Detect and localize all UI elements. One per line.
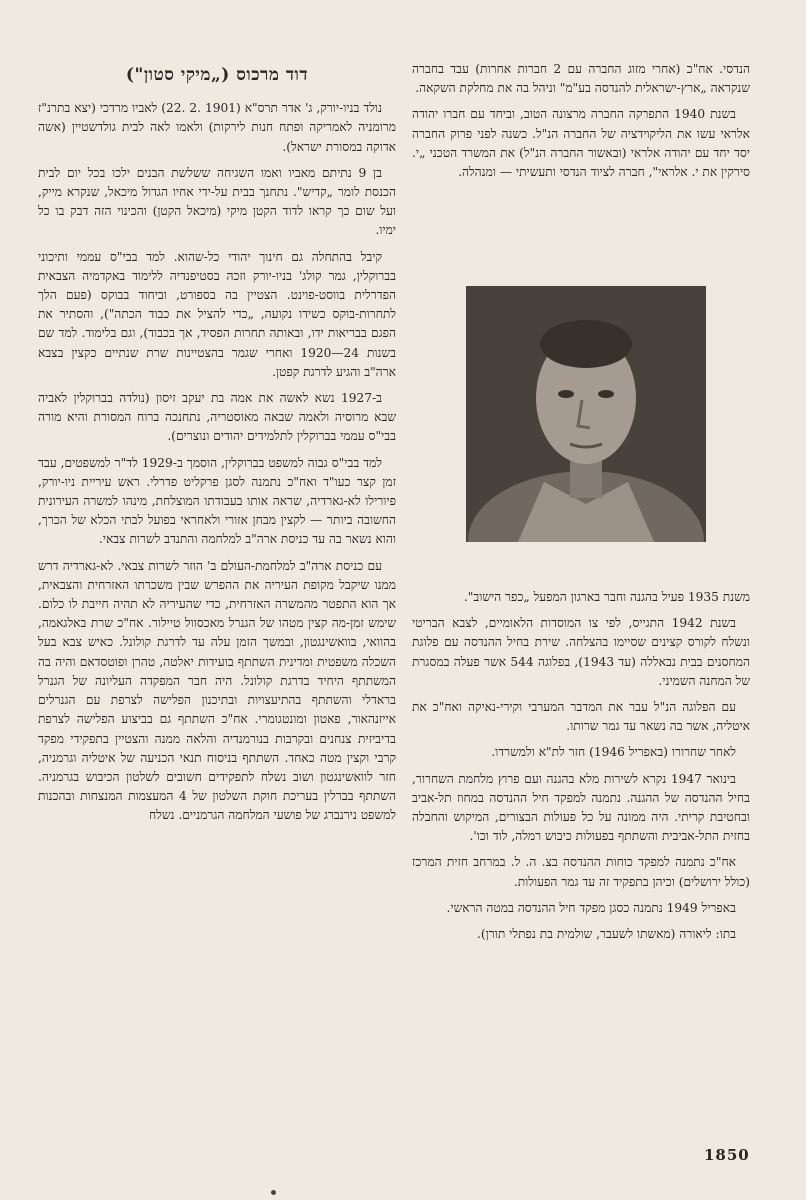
right-column-top — [412, 60, 750, 189]
paragraph: נולד בניו-יורק, ג' אדר תרס"א (1901 .2 .22) לאביו מרדכי (יצא בתרנ"ז מרומניה לאמריקה ופתח חנות לירקות) ולאמו לאה לבית גולדשטיין (אשה אדוקה במסורת ישראל). — [38, 101, 396, 154]
paragraph: באפריל 1949 נתמנה כסגן מפקד חיל ההנדסה במטה הראשי. — [446, 900, 736, 915]
paragraph: למד בבי"ס גבוה למשפט בברוקלין, הוסמך ב-1929 לד"ר למשפטים, עבד זמן קצר כעו"ד ואח"כ נתמנה לסגן פרקליט פדרלי. ראש עיריית ניו-יורק, פיורילו לא-גארדיה, שראה אותו בעבודתו המוצלחת, מינהו למשרה העירונית החשובה ביותר — לקצין מבחן אזורי ולאחראי בפועל לבתי הכלא של הכרך, והוא נשאר בה עד כניסת ארה"ב למלחמה והתנדב לשרות צבאי. — [38, 455, 396, 547]
paragraph: בינואר 1947 נקרא לשירות מלא בהגנה ועם פרוץ מלחמת השחרור, בחיל ההנדסה של ההגנה. נתמנה למפקד חיל ההנדסה במחוז תל-אביב ובחטיבת קריתי. היה ממונה על כל פעולות הבצורים, המיקוש והחבלה בחזית התל-אביבית והשתתף בפעולות כיבוש רמלה, לוד וכו'. — [412, 771, 750, 844]
paragraph: בתו: ליאורה (מאשתו לשעבר, שולמית בת נפתלי תורן). — [477, 927, 736, 942]
article-title: דוד מרכוס („מיקי סטון") — [125, 65, 309, 85]
paragraph: עם כניסת ארה"ב למלחמת-העולם ב' הוזר לשרות צבאי. לא-גארדיה דרש ממנו שיקבל מקופת העיריה את ההפרש שבין משכרתו האזרחית והצבאית, אך הוא התפטר מהמשרה האזרחית, כדי שהעיריה לא תהיה חייבת לו כלום. שימש זמן-מה קצין מטהו של הגנרל מאכסוול טיילור. אח"כ שרת באלגאמה, בהוואי, בוואשינגטון, ובמשך הזמן עלה עד לדרגת קולונל. כאיש צבא בעל השכלה משפטית ומדינית השתתף בועידות יאלטה, טהרן ופוטסדאם והיה בה המשתתף היחיד בדרגת קולונל. היה חבר המפקדה העליונה של הגנרל בראדלי והשתתף בהתיעצויות ובתיכנון הפלישה לצרפת עם הגנרלים אייזנהאור, פאטון ומונטגומרי. אח"כ השתתף גם בביצוע הפלישה לצרפת בדיביזית צנחנים ובקרבות בנורמנדיה והלאה ממנה והצטיין בתפקידי מפקד קרבי וקצין מטה כאחד. השתתף בניסוח תנאי הכניעה של איטליה וגרמניה, חזר לוואשינגטון ושוב נשלח לתפקידים חשובים לשלטון הכיבוש בגרמניה. השתתף בברלין בעריכת חוקת השלטון של 4 המעצמות המנצחות ובהכנות למשפט נירנברג של פושעי המלחמה הגרמניים. נשלח — [38, 558, 396, 823]
paragraph: בשנת 1942 התגייס, לפי צו המוסדות הלאומיים, לצבא הבריטי ונשלח לקורס קצינים שסיימו בהצלחה. שירת בחיל ההנדסה עם פלוגת המחסנים בבית נבאללה (עד 1943), בפלוגה 544 אשר פעלה במסגרת של המחנה השמיני. — [412, 616, 750, 688]
paragraph: עם הפלוגה הנ"ל עבר את המדבר המערבי וקירי-נאיקה ואח"כ את איטליה, אשר בה נשאר עד גמר שרותו. — [412, 700, 750, 734]
page-number: 1850 — [704, 1146, 750, 1164]
paragraph: אח"כ נתמנה למפקד כוחות ההנדסה בצ. ה. ל. במרחב חזית המרכז (כולל ירושלים) וכיהן בתפקיד זה עד גמר הפעולות. — [412, 855, 750, 889]
right-column-bottom — [412, 588, 750, 951]
paragraph: קיבל בהתחלה גם חינוך יהודי כל-שהוא. למד בבי"ס עממי ותיכוני בברוקלין, גמר קולג' בניו-יורק וזכה בסטיפנדיה ללימוד באקדמיה הצבאית הפדרלית בווסט-פוינט. הצטיין בה בספורט, וביחוד בבוקס (פעם הלך לתחרות-בוקס כשידו נקועה, „כדי להציל את כבוד הכתה"), והסתיר את הפגם בבריאות ידו, ובאותה תחרות הפסיד, אך בכבוד), וגם בלימוד. למד שם בשנות 24—1920 ואחרי שגמר בהצטיינות שרת שנתיים כקצין בצבא ארה"ב והגיע לדרגת קפטן. — [38, 249, 396, 379]
portrait-figure — [466, 286, 706, 542]
paragraph: בן 9 נתיתם מאביו ואמו השגיחה ששלשת הבנים ילכו בכל יום לבית הכנסת לומר „קדיש". נתחנך בבית על-ידי אחיו הגדול מיכאל, שנקרא מייק, ועל שום כך קראו לדוד הקטן מיקי (מיכאל הקטן) והכינוי הזה דבק בו כל ימיו. — [38, 165, 396, 238]
left-column — [38, 60, 396, 833]
paragraph: הנדסי. אח"כ (אחרי מזוג החברה עם 2 חברות אחרות) עבד בחברה שנקראה „ארץ-ישראלית להנדסה בע"מ" וניהל בה את מחלקת השקאה. — [412, 62, 751, 96]
portrait-photo — [466, 286, 706, 542]
paragraph: בשנת 1940 התפרקה החברה מרצונה הטוב, וביחד עם חברו יהודה אלראי עשו את הליקוידציה של החברה הנ"ל. כשנה לפני פרוק החברה יסד יחד עם יהודה אלראי (ובאשור החברה הנ"ל) את המשרד הטכני „י. סירקין את י. אלראי", חברה לציוד הנדסי ותעשיתי — ומנהלה. — [412, 107, 750, 180]
paragraph: ב-1927 נשא לאשה את אמה בת יעקב זיסון (נולדה בברוקלין לאביה שבא מרוסיה ולאמה שבאה מאוסטריה, נתחנכה ברוח המסורת והיא מורה בבי"ס עממי בברוקלין לתלמידים יהודים ונוצרים). — [38, 391, 396, 444]
paragraph: משנת 1935 פעיל בהגנה וחבר בארגון המפעל „כפר הישוב". — [463, 590, 750, 604]
paragraph: לאחר שחרורו (באפריל 1946) חזר לת"א ולמשרדו. — [491, 745, 736, 760]
print-mark — [271, 1190, 276, 1195]
